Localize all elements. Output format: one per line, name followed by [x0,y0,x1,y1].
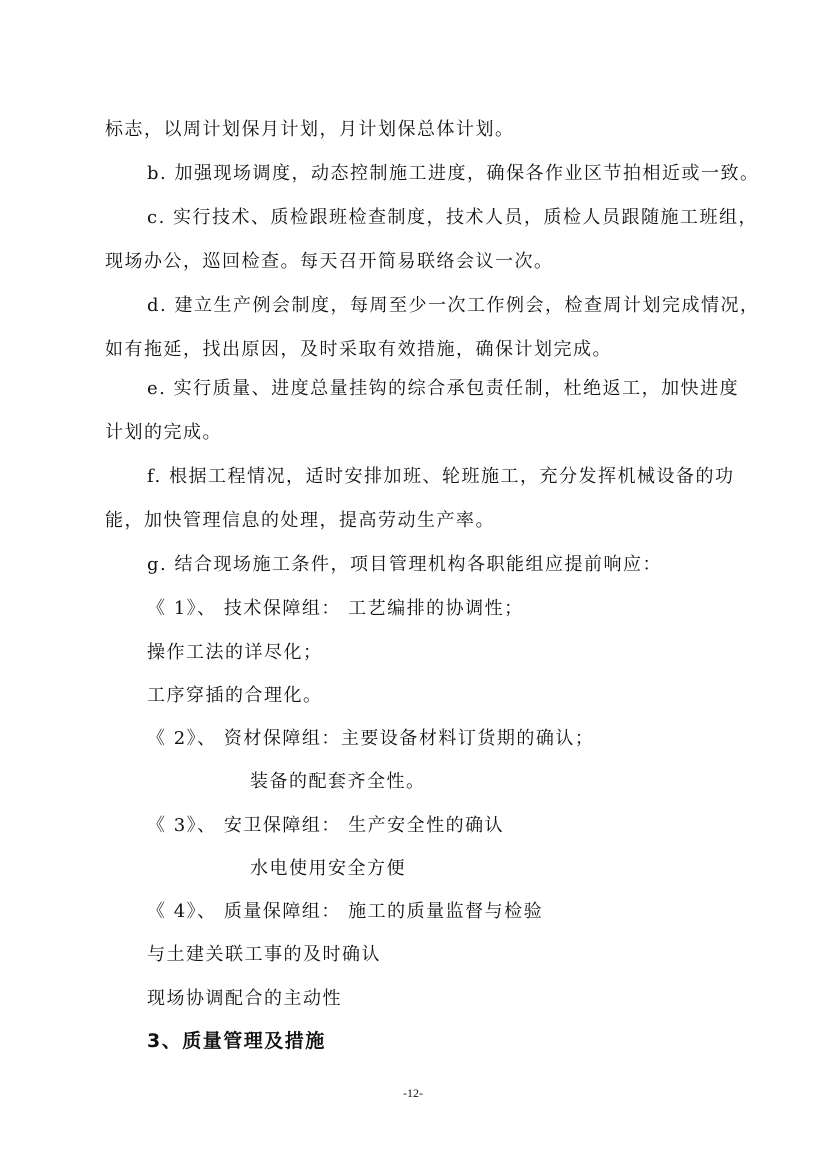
text-line-16: 装备的配套齐全性。 [250,771,426,792]
text-line-11: g. 结合现场施工条件，项目管理机构各职能组应提前响应： [147,554,662,575]
text-line-10: 能，加快管理信息的处理，提高劳动生产率。 [105,510,495,531]
text-line-4: 现场办公，巡回检查。每天召开简易联络会议一次。 [105,251,554,272]
text-line-2: b. 加强现场调度，动态控制施工进度，确保各作业区节拍相近或一致。 [147,163,760,184]
text-line-12: 《 1》、 技术保障组： 工艺编排的协调性； [147,598,524,619]
text-line-1: 标志，以周计划保月计划，月计划保总体计划。 [105,119,515,140]
text-line-18: 水电使用安全方便 [250,858,406,879]
text-line-15: 《 2》、 资材保障组：主要设备材料订货期的确认； [147,728,595,749]
text-line-9: f. 根据工程情况，适时安排加班、轮班施工，充分发挥机械设备的功 [147,466,735,487]
text-line-13: 操作工法的详尽化； [147,642,323,663]
text-line-17: 《 3》、 安卫保障组： 生产安全性的确认 [147,815,505,836]
text-line-8: 计划的完成。 [105,422,222,443]
text-line-20: 与土建关联工事的及时确认 [147,944,381,965]
text-line-14: 工序穿插的合理化。 [147,685,323,706]
text-line-6: 如有拖延，找出原因，及时采取有效措施，确保计划完成。 [105,339,612,360]
text-line-21: 现场协调配合的主动性 [147,988,342,1009]
text-line-5: d. 建立生产例会制度，每周至少一次工作例会，检查周计划完成情况， [147,295,760,316]
section-heading: 3、质量管理及措施 [147,1030,326,1052]
text-line-19: 《 4》、 质量保障组： 施工的质量监督与检验 [147,901,544,922]
page-number: -12- [403,1086,423,1100]
text-line-3: c. 实行技术、质检跟班检查制度，技术人员，质检人员跟随施工班组， [147,207,759,228]
text-line-7: e. 实行质量、进度总量挂钩的综合承包责任制，杜绝返工，加快进度 [147,378,740,399]
